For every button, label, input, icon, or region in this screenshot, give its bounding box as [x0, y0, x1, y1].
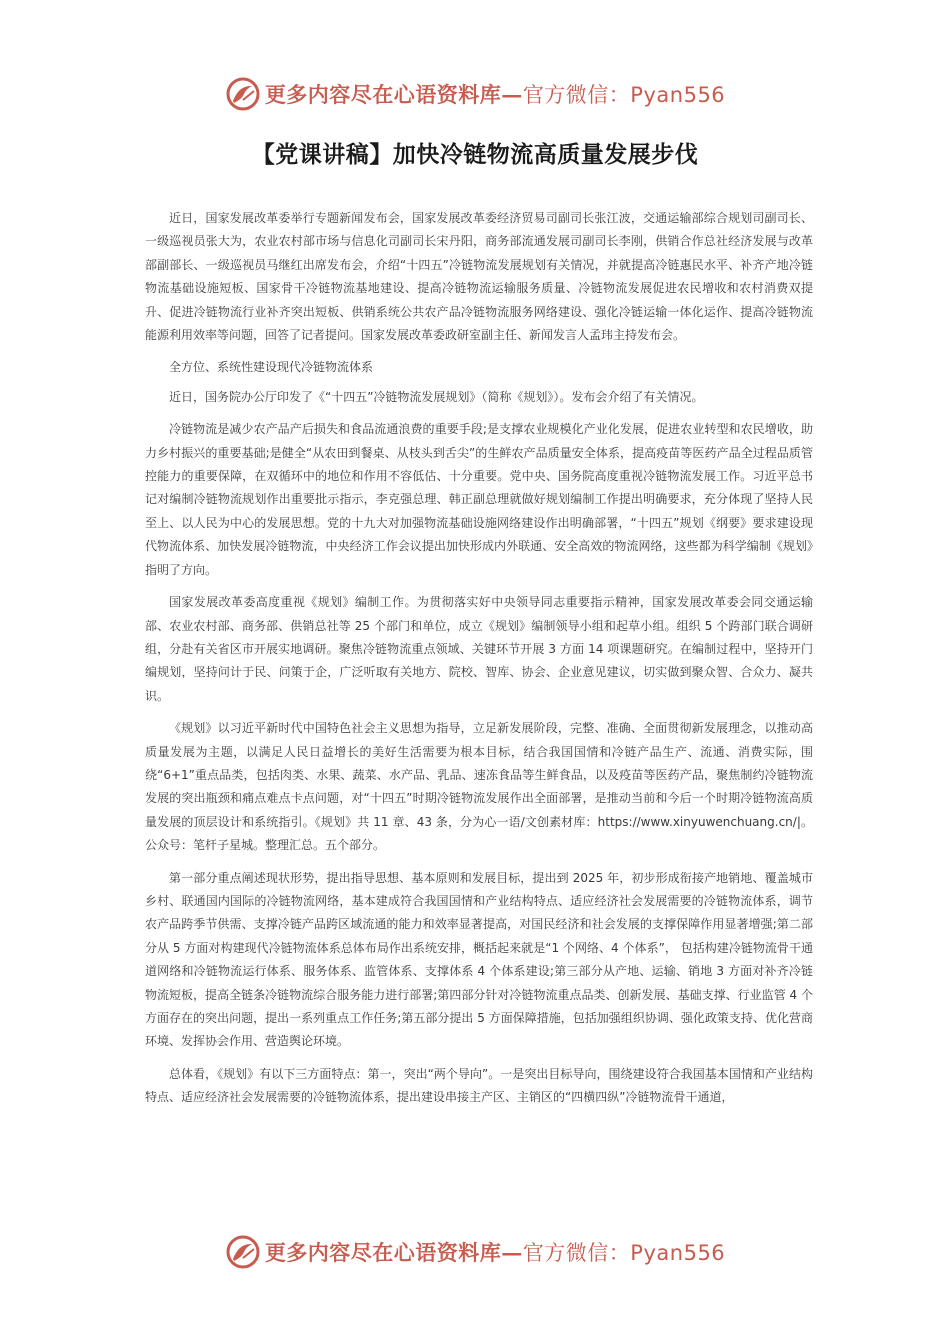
paragraph: 国家发展改革委高度重视《规划》编制工作。为贯彻落实好中央领导同志重要指示精神，国家发展改革委会同交通运输部、农业农村部、商务部、供销总社等 25 个部门和单位，成立《规划》编制领导小组和起草小组。组织 5 个跨部门联合调研组，分赴有关省区市开展实地调研。聚焦冷链物流重点领域、关键环节开展 3 方面 14 项课题研究。在编制过程中，坚持开门编规划，坚持问计于民、问策于企，广泛听取有关地方、院校、智库、协会、企业意见建议，切实做到聚众智、合众力、凝共识。 — [145, 595, 813, 703]
paragraph: 《规划》以习近平新时代中国特色社会主义思想为指导，立足新发展阶段，完整、准确、全面贯彻新发展理念，以推动高质量发展为主题，以满足人民日益增长的美好生活需要为根本目标，结合我国国情和冷链产品生产、流通、消费实际，围绕“6+1”重点品类，包括肉类、水果、蔬菜、水产品、乳品、速冻食品等生鲜食品，以及疫苗等医药产品，聚焦制约冷链物流发展的突出瓶颈和痛点难点卡点问题，对“十四五”时期冷链物流发展作出全面部署，是推动当前和今后一个时期冷链物流高质量发展的顶层设计和系统指引。《规划》共 11 章、43 条，分为心一语/文创素材库：https://www.xinyuwenchuang.cn/|。公众号：笔杆子星城。整理汇总。五个部分。 — [145, 721, 813, 853]
document-body — [145, 207, 813, 1119]
brand-logo-icon — [225, 1234, 261, 1270]
footer-watermark-banner — [0, 1232, 950, 1272]
paragraph: 总体看，《规划》有以下三方面特点：第一，突出“两个导向”。一是突出目标导向，围绕建设符合我国基本国情和产业结构特点、适应经济社会发展需要的冷链物流体系，提出建设串接主产区、主销区的“四横四纵”冷链物流骨干通道， — [145, 1066, 813, 1105]
paragraph: 冷链物流是减少农产品产后损失和食品流通浪费的重要手段;是支撑农业规模化产业化发展，促进农业转型和农民增收，助力乡村振兴的重要基础;是健全“从农田到餐桌、从枝头到舌尖”的生鲜农产品质量安全体系，提高疫苗等医药产品全过程品质管控能力的重要保障，在双循环中的地位和作用不容低估、十分重要。党中央、国务院高度重视冷链物流发展工作。习近平总书记对编制冷链物流规划作出重要批示指示，李克强总理、韩正副总理就做好规划编制工作提出明确要求，充分体现了坚持人民至上、以人民为中心的发展思想。党的十九大对加强物流基础设施网络建设作出明确部署，“十四五”规划《纲要》要求建设现代物流体系、加快发展冷链物流，中央经济工作会议提出加快形成内外联通、安全高效的物流网络，这些都为科学编制《规划》指明了方向。 — [145, 422, 813, 577]
paragraph: 近日，国家发展改革委举行专题新闻发布会，国家发展改革委经济贸易司副司长张江波，交通运输部综合规划司副司长、一级巡视员张大为，农业农村部市场与信息化司副司长宋丹阳，商务部流通发展司副司长李刚，供销合作总社经济发展与改革部副部长、一级巡视员马继红出席发布会，介绍“十四五”冷链物流发展规划有关情况，并就提高冷链惠民水平、补齐产地冷链物流基础设施短板、国家骨干冷链物流基地建设、提高冷链物流运输服务质量、冷链物流发展促进农民增收和农村消费双提升、促进冷链物流行业补齐突出短板、供销系统公共农产品冷链物流服务网络建设、强化冷链运输一体化运作、提高冷链物流能源利用效率等问题，回答了记者提问。国家发展改革委政研室副主任、新闻发言人孟玮主持发布会。 — [145, 211, 813, 343]
paragraph: 近日，国务院办公厅印发了《“十四五”冷链物流发展规划》（简称《规划》）。发布会介绍了有关情况。 — [169, 389, 704, 404]
banner-text: 更多内容尽在心语资料库—官方微信：Pyan556 — [264, 82, 726, 107]
paragraph: 第一部分重点阐述现状形势，提出指导思想、基本原则和发展目标，提出到 2025 年，初步形成衔接产地销地、覆盖城市乡村、联通国内国际的冷链物流网络，基本建成符合我国国情和产业结构特点、适应经济社会发展需要的冷链物流体系，调节农产品跨季节供需、支撑冷链产品跨区域流通的能力和效率显著提高，对国民经济和社会发展的支撑保障作用显著增强;第二部分从 5 方面对构建现代冷链物流体系总体布局作出系统安排，概括起来就是“1 个网络、4 个体系”， 包括构建冷链物流骨干通道网络和冷链物流运行体系、服务体系、监管体系、支撑体系 4 个体系建设;第三部分从产地、运输、销地 3 方面对补齐冷链物流短板，提高全链条冷链物流综合服务能力进行部署;第四部分针对冷链物流重点品类、创新发展、基础支撑、行业监管 4 个方面存在的突出问题，提出一系列重点工作任务;第五部分提出 5 方面保障措施，包括加强组织协调、强化政策支持、优化营商环境、发挥协会作用、营造舆论环境。 — [145, 870, 813, 1049]
banner-text: 更多内容尽在心语资料库—官方微信：Pyan556 — [264, 1240, 726, 1265]
document-title: 【党课讲稿】加快冷链物流高质量发展步伐 — [251, 142, 699, 168]
header-watermark-banner — [0, 74, 950, 114]
brand-logo-icon — [225, 76, 261, 112]
section-heading: 全方位、系统性建设现代冷链物流体系 — [169, 360, 374, 375]
